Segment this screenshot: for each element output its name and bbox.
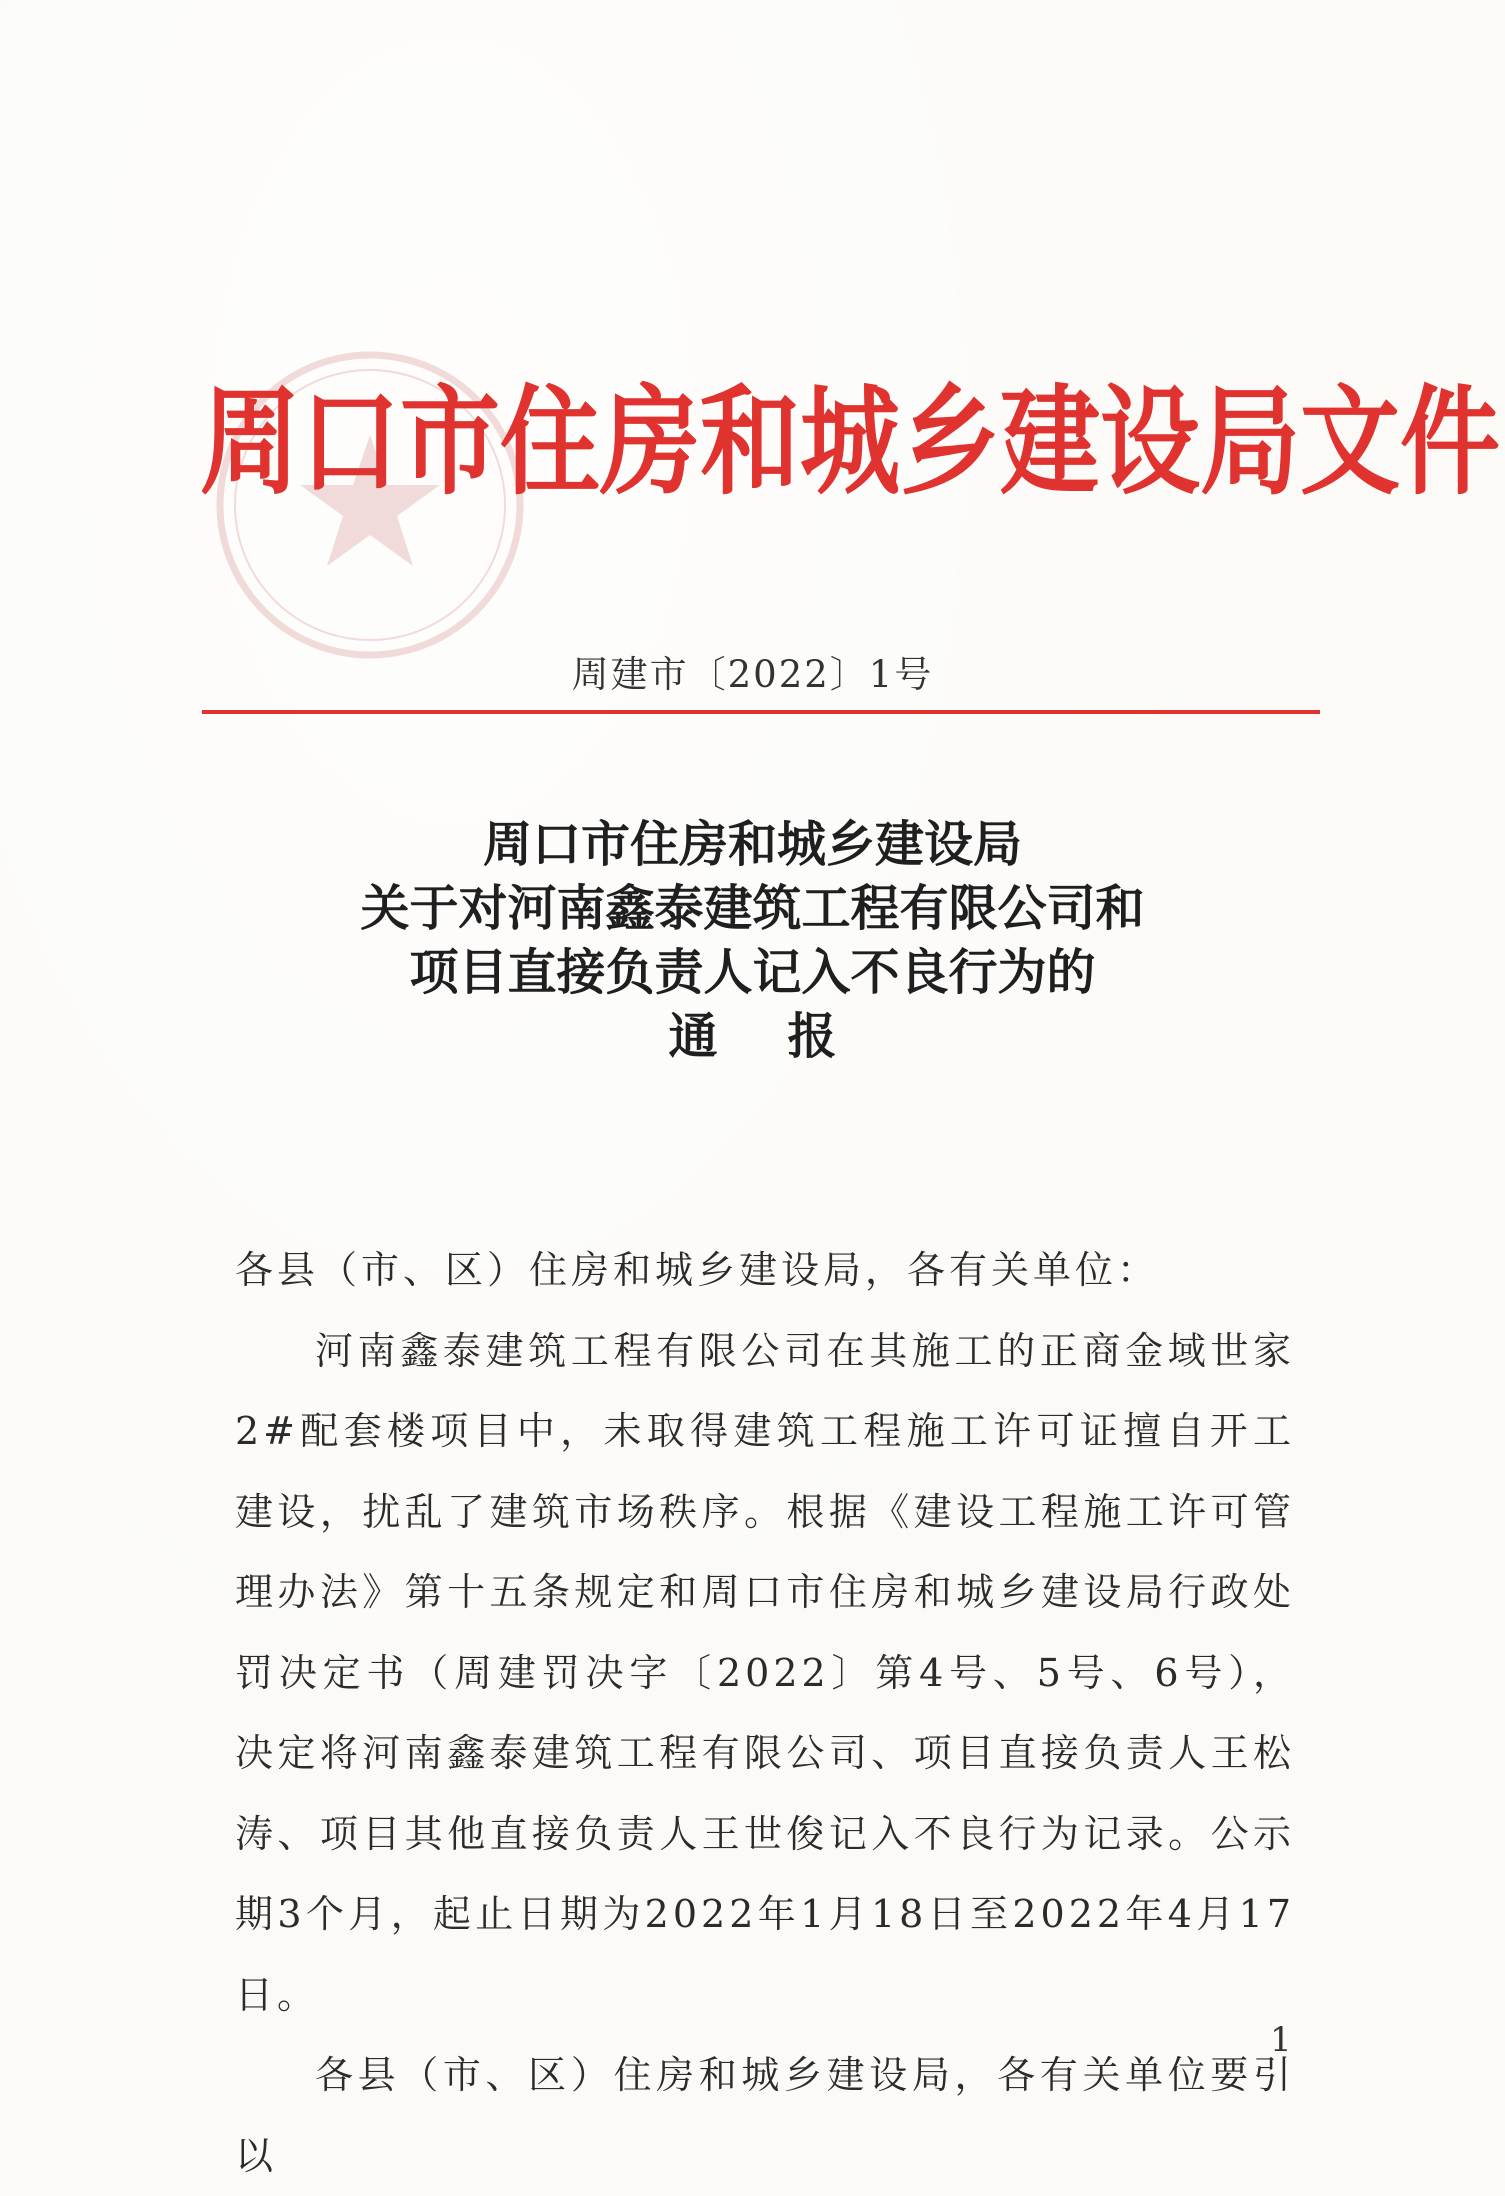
document-masthead: 周口市住房和城乡建设局文件	[200, 373, 1500, 512]
paragraph-2: 各县（市、区）住房和城乡建设局，各有关单位要引以	[235, 2053, 1295, 2178]
document-body	[235, 1230, 1295, 2196]
salutation: 各县（市、区）住房和城乡建设局，各有关单位：	[235, 1248, 1160, 1292]
title-line-2: 关于对河南鑫泰建筑工程有限公司和	[360, 879, 1145, 937]
document-number: 周建市〔2022〕1号	[571, 653, 934, 696]
title-line-4: 通报	[668, 1007, 907, 1065]
title-line-1: 周口市住房和城乡建设局	[482, 815, 1022, 873]
red-divider-line	[202, 710, 1320, 714]
document-title	[0, 812, 1505, 1068]
paragraph-1: 河南鑫泰建筑工程有限公司在其施工的正商金域世家2#配套楼项目中，未取得建筑工程施工许可证擅自开工建设，扰乱了建筑市场秩序。根据《建设工程施工许可管理办法》第十五条规定和周口市住房和城乡建设局行政处罚决定书（周建罚决字〔2022〕第4号、5号、6号），决定将河南鑫泰建筑工程有限公司、项目直接负责人王松涛、项目其他直接负责人王世俊记入不良行为记录。公示期3个月，起止日期为2022年1月18日至2022年4月17日。	[235, 1328, 1295, 2017]
title-line-3: 项目直接负责人记入不良行为的	[409, 943, 1096, 1001]
page-number: 1	[1270, 2020, 1292, 2060]
